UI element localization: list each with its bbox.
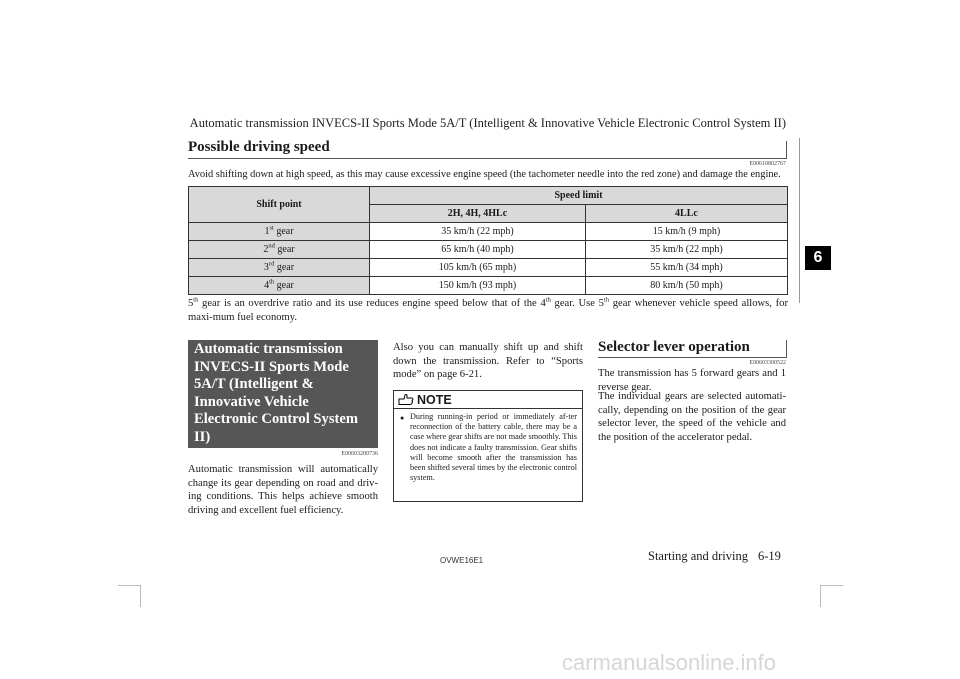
speed-cell: 35 km/h (22 mph) (585, 241, 787, 259)
crop-mark (820, 585, 821, 607)
selector-text-2: The individual gears are selected automati-cally, depending on the position of the gear selector lever, the speed of the vehicle and the position of the accelerator pedal. (598, 391, 786, 443)
automatic-transmission-text: Automatic transmission will automatically change its gear depending on road and driv-ing conditions. This helps achieve smooth driving and excellent fuel efficiency. (188, 464, 378, 516)
crop-mark (140, 585, 141, 607)
speed-cell: 35 km/h (22 mph) (370, 223, 586, 241)
crop-mark (118, 585, 140, 586)
shift-point-cell: 2nd gear (189, 241, 370, 259)
running-head: Automatic transmission INVECS-II Sports Mode 5A/T (Intelligent & Innovative Vehicle Electronic Control System II) (189, 116, 786, 130)
note-text: During running-in period or immediately af-ter reconnection of the battery cable, there may be a case where gear shifts are not made smoothly. This does not indicate a faulty transmission. Gear shifts will become smooth after the transmission has been shifted several times by the electronic control system. (410, 412, 577, 483)
section-code: E00610802767 (749, 161, 786, 167)
speed-cell: 65 km/h (40 mph) (370, 241, 586, 259)
manual-shift-text: Also you can manually shift up and shift down the transmission. Refer to “Sports mode” on page 6-21. (393, 342, 583, 380)
note-header (394, 391, 582, 409)
speed-cell: 150 km/h (93 mph) (370, 277, 586, 295)
title-rule (188, 158, 786, 159)
watermark: carmanualsonline.info (562, 650, 777, 675)
table-row (189, 277, 788, 295)
title-rule-tick (786, 340, 787, 358)
speed-intro-text: Avoid shifting down at high speed, as this may cause excessive engine speed (the tachometer needle into the red zone) and damage the engine. (188, 169, 781, 180)
section-title-automatic-transmission: Automatic transmission INVECS-II Sports Mode 5A/T (Intelligent & Innovative Vehicle Electronic Control System II) (188, 340, 378, 448)
footer-code: OVWE16E1 (440, 556, 484, 565)
thumb-index-line (799, 138, 800, 303)
section-code: E00603200736 (341, 451, 378, 457)
header-col-2h4h: 2H, 4H, 4HLc (370, 205, 586, 223)
shift-point-cell: 4th gear (189, 277, 370, 295)
title-rule (598, 357, 786, 358)
note-box (393, 390, 583, 502)
selector-text-1: The transmission has 5 forward gears and 1 reverse gear. (598, 368, 786, 393)
header-speed-limit: Speed limit (370, 187, 788, 205)
table-row (189, 223, 788, 241)
speed-cell: 105 km/h (65 mph) (370, 259, 586, 277)
speed-cell: 80 km/h (50 mph) (585, 277, 787, 295)
note-hand-icon (398, 393, 414, 406)
note-label: NOTE (417, 392, 452, 407)
footer-page-number: 6-19 (758, 549, 781, 563)
overdrive-note-text: 5th gear is an overdrive ratio and its use reduces engine speed below that of the 4th gear. Use 5th gear whenever vehicle speed allows, for maxi-mum fuel economy. (188, 296, 788, 323)
title-rule-tick (786, 141, 787, 159)
footer-section-name: Starting and driving (648, 549, 748, 563)
table-row (189, 241, 788, 259)
table-row (189, 259, 788, 277)
bullet-icon: ● (400, 414, 405, 422)
shift-point-cell: 3rd gear (189, 259, 370, 277)
crop-mark (821, 585, 843, 586)
shift-point-cell: 1st gear (189, 223, 370, 241)
note-body (394, 409, 582, 483)
header-shift-point: Shift point (189, 187, 370, 223)
speed-cell: 55 km/h (34 mph) (585, 259, 787, 277)
section-code: E00603300522 (749, 360, 786, 366)
speed-cell: 15 km/h (9 mph) (585, 223, 787, 241)
section-title-driving-speed: Possible driving speed (188, 139, 330, 155)
speed-limit-table (188, 186, 788, 295)
section-title-selector-lever: Selector lever operation (598, 339, 750, 355)
header-col-4llc: 4LLc (585, 205, 787, 223)
chapter-tab[interactable]: 6 (805, 246, 831, 270)
